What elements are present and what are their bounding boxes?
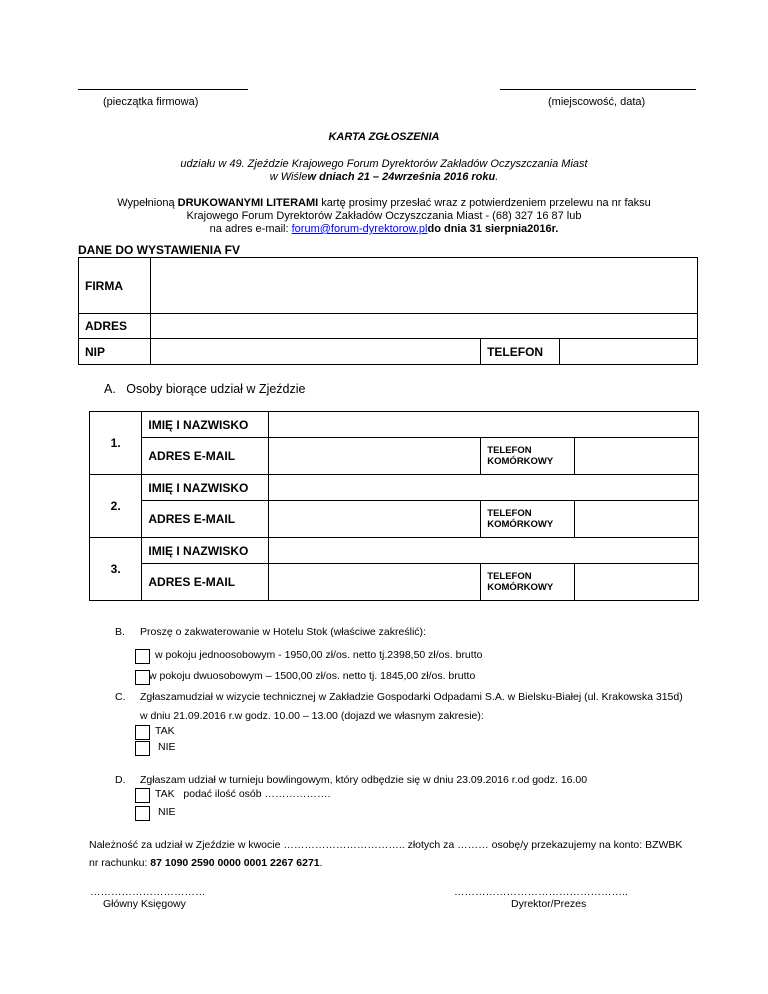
section-c-line1: Zgłaszamudział w wizycie technicznej w Zakładzie Gospodarki Odpadami S.A. w Bielsku-Białej (ul. Krakowska 315d) bbox=[140, 691, 683, 703]
single-room-label: w pokoju jednoosobowym - 1950,00 zł/os. netto tj.2398,50 zł/os. brutto bbox=[155, 649, 483, 661]
mobile-field[interactable] bbox=[574, 438, 698, 475]
telefon-field[interactable] bbox=[559, 339, 697, 365]
mobile-field[interactable] bbox=[574, 564, 698, 601]
subtitle-line2: w Wiślew dniach 21 – 24września 2016 roku. bbox=[269, 171, 499, 183]
name-label: IMIĘ I NAZWISKO bbox=[142, 538, 268, 564]
director-label: Dyrektor/Prezes bbox=[511, 898, 587, 910]
visit-no-checkbox[interactable] bbox=[135, 741, 150, 756]
stamp-label: (pieczątka firmowa) bbox=[103, 96, 199, 108]
telefon-label: TELEFON bbox=[481, 339, 560, 365]
visit-yes-checkbox[interactable] bbox=[135, 725, 150, 740]
name-field[interactable] bbox=[268, 412, 698, 438]
mobile-field[interactable] bbox=[574, 501, 698, 538]
invoice-heading: DANE DO WYSTAWIENIA FV bbox=[78, 243, 240, 257]
section-c-letter: C. bbox=[115, 691, 126, 703]
firma-label: FIRMA bbox=[79, 258, 151, 314]
single-room-checkbox[interactable] bbox=[135, 649, 150, 664]
nip-field[interactable] bbox=[150, 339, 480, 365]
email-label: ADRES E-MAIL bbox=[142, 438, 268, 475]
stamp-line bbox=[78, 89, 248, 90]
invoice-table bbox=[78, 257, 698, 365]
section-d-letter: D. bbox=[115, 774, 126, 786]
firma-field[interactable] bbox=[150, 258, 697, 314]
name-label: IMIĘ I NAZWISKO bbox=[142, 475, 268, 501]
email-label: ADRES E-MAIL bbox=[142, 501, 268, 538]
email-link[interactable]: forum@forum-dyrektorow.pl bbox=[291, 223, 428, 235]
person-number: 1. bbox=[90, 412, 142, 475]
mobile-label: TELEFON KOMÓRKOWY bbox=[481, 564, 574, 601]
email-label: ADRES E-MAIL bbox=[142, 564, 268, 601]
form-title: KARTA ZGŁOSZENIA bbox=[328, 131, 440, 143]
section-a-heading: A. Osoby biorące udział w Zjeździe bbox=[104, 382, 306, 396]
instructions-line3: na adres e-mail: forum@forum-dyrektorow.pldo dnia 31 sierpnia2016r. bbox=[209, 223, 559, 235]
name-label: IMIĘ I NAZWISKO bbox=[142, 412, 268, 438]
place-date-label: (miejscowość, data) bbox=[548, 96, 646, 108]
section-d-line1: Zgłaszam udział w turnieju bowlingowym, który odbędzie się w dniu 23.09.2016 r.od godz. 16.00 bbox=[140, 774, 588, 786]
nip-label: NIP bbox=[79, 339, 151, 365]
instructions-line2: Krajowego Forum Dyrektorów Zakładów Oczyszczania Miast - (68) 327 16 87 lub bbox=[186, 210, 582, 222]
payment-line1: Należność za udział w Zjeździe w kwocie …………………………….. złotych za ……… osobę/y przekazujemy na konto: BZWBK bbox=[89, 839, 683, 851]
visit-no-label: NIE bbox=[158, 741, 176, 753]
mobile-label: TELEFON KOMÓRKOWY bbox=[481, 438, 574, 475]
double-room-checkbox[interactable] bbox=[135, 670, 150, 685]
persons-table bbox=[89, 411, 699, 601]
section-b-text: Proszę o zakwaterowanie w Hotelu Stok (właściwe zakreślić): bbox=[140, 626, 426, 638]
email-field[interactable] bbox=[268, 438, 481, 475]
bowling-yes-checkbox[interactable] bbox=[135, 788, 150, 803]
email-field[interactable] bbox=[268, 564, 481, 601]
email-field[interactable] bbox=[268, 501, 481, 538]
double-room-label: w pokoju dwuosobowym – 1500,00 zł/os. netto tj. 1845,00 zł/os. brutto bbox=[149, 670, 476, 682]
mobile-label: TELEFON KOMÓRKOWY bbox=[481, 501, 574, 538]
place-date-line bbox=[500, 89, 696, 90]
payment-line2: nr rachunku: 87 1090 2590 0000 0001 2267 6271. bbox=[89, 857, 323, 869]
instructions-line1: Wypełnioną DRUKOWANYMI LITERAMI kartę prosimy przesłać wraz z potwierdzeniem przelewu na nr faksu bbox=[117, 197, 651, 209]
bowling-yes-label: TAK podać ilość osób ………………. bbox=[155, 788, 331, 800]
adres-label: ADRES bbox=[79, 314, 151, 339]
section-c-line2: w dniu 21.09.2016 r.w godz. 10.00 – 13.00 (dojazd we własnym zakresie): bbox=[140, 710, 484, 722]
subtitle-line1: udziału w 49. Zjeździe Krajowego Forum Dyrektorów Zakładów Oczyszczania Miast bbox=[180, 158, 588, 170]
person-number: 3. bbox=[90, 538, 142, 601]
visit-yes-label: TAK bbox=[155, 725, 175, 737]
director-dots: ………………………………………….. bbox=[454, 886, 628, 898]
person-number: 2. bbox=[90, 475, 142, 538]
name-field[interactable] bbox=[268, 538, 698, 564]
chief-accountant-dots: …………………………… bbox=[90, 886, 206, 898]
section-b-letter: B. bbox=[115, 626, 125, 638]
bowling-no-checkbox[interactable] bbox=[135, 806, 150, 821]
name-field[interactable] bbox=[268, 475, 698, 501]
bowling-no-label: NIE bbox=[158, 806, 176, 818]
chief-accountant-label: Główny Księgowy bbox=[103, 898, 186, 910]
adres-field[interactable] bbox=[150, 314, 697, 339]
